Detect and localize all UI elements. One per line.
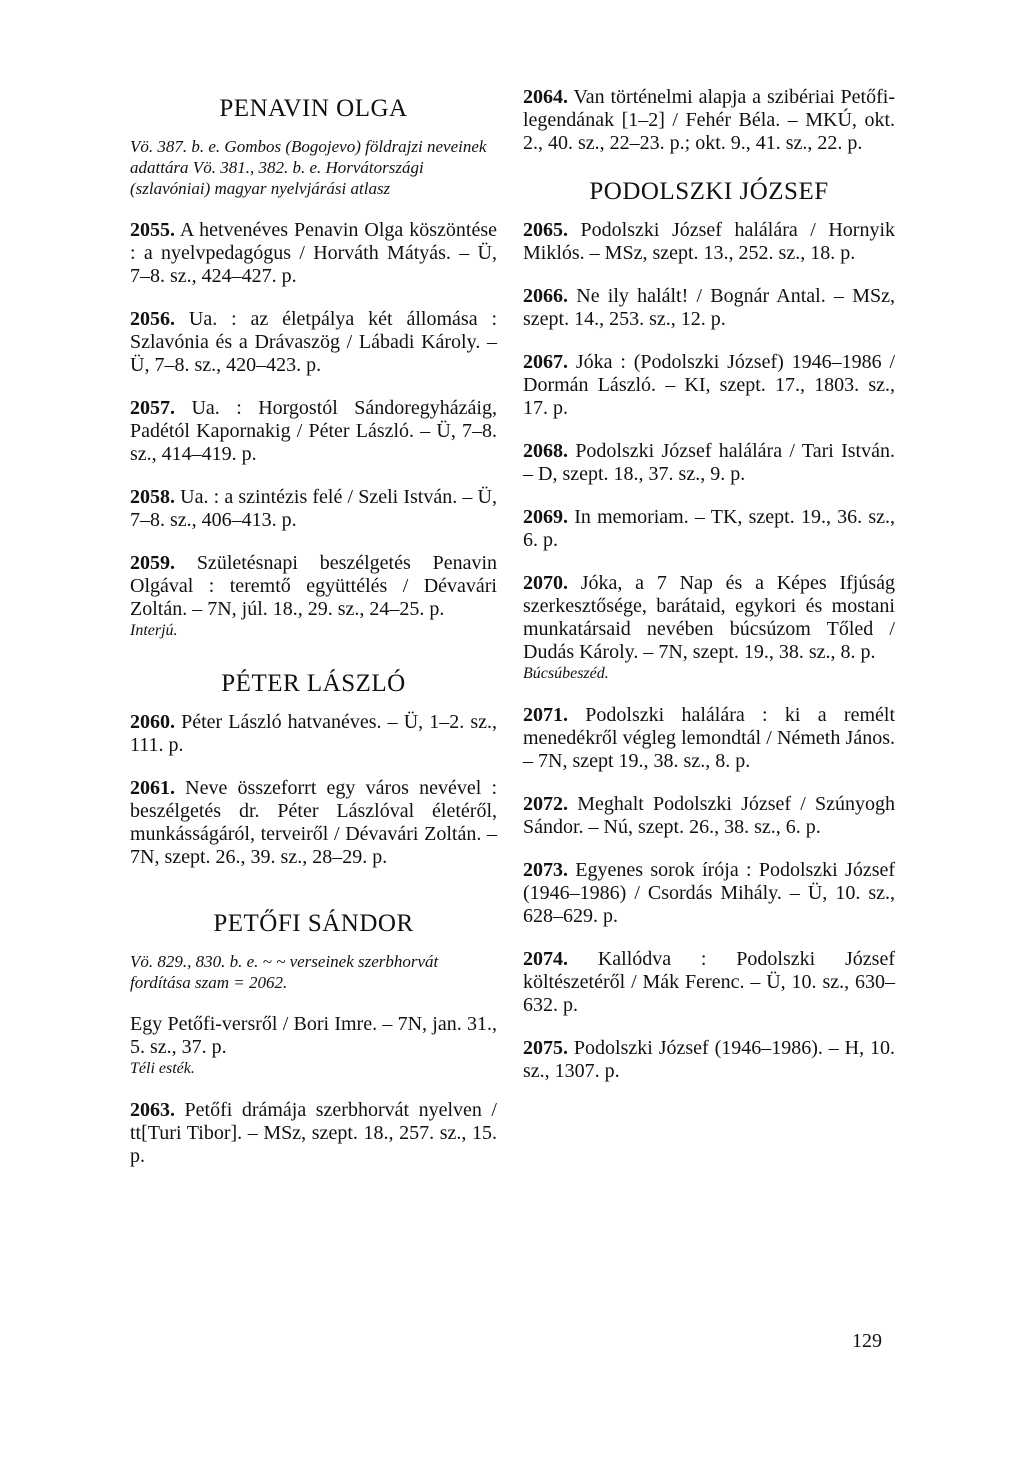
- entry-number: 2058.: [130, 486, 175, 508]
- bibliography-entry: [130, 711, 497, 757]
- entry-text: Ua. : Horgostól Sándoregyházáig, Padétól Kapornakig / Péter László. – Ü, 7–8. sz., 414–419. p.: [130, 397, 497, 465]
- entry-number: 2072.: [523, 793, 568, 815]
- entry-list-podolszki: [523, 219, 895, 1083]
- entry-number: 2064.: [523, 86, 568, 108]
- bibliography-entry: [130, 308, 497, 377]
- entry-number: 2066.: [523, 285, 568, 307]
- bibliography-entry: [523, 572, 895, 684]
- entry-text: Ua. : a szintézis felé / Szeli István. – Ü, 7–8. sz., 406–413. p.: [130, 486, 497, 531]
- bibliography-entry: [130, 777, 497, 869]
- right-column: [523, 86, 895, 1103]
- bibliography-entry: [523, 506, 895, 552]
- entry-number: 2063.: [130, 1099, 175, 1121]
- bibliography-entry: [523, 351, 895, 420]
- bibliography-entry: [523, 948, 895, 1017]
- entry-number: 2074.: [523, 948, 568, 970]
- entry-text: Neve összeforrt egy város nevével : beszélgetés dr. Péter Lászlóval életéről, munkásságáról, terveiről / Dévavári Zoltán. – 7N, szept. 26., 39. sz., 28–29. p.: [130, 777, 498, 868]
- bibliography-entry: [130, 1013, 497, 1079]
- bibliography-entry: [523, 219, 895, 265]
- entry-number: 2071.: [523, 704, 568, 726]
- entry-number: 2068.: [523, 440, 568, 462]
- entry-number: 2056.: [130, 308, 175, 330]
- left-column: [130, 86, 497, 1188]
- entry-text: Petőfi drámája szerbhorvát nyelven / tt[Turi Tibor]. – MSz, szept. 18., 257. sz., 15. p.: [130, 1099, 497, 1167]
- section-heading-peter: PÉTER LÁSZLÓ: [221, 670, 406, 697]
- entry-number: 2057.: [130, 397, 175, 419]
- entry-text: Kallódva : Podolszki József költészetéről / Mák Ferenc. – Ü, 10. sz., 630–632. p.: [523, 948, 895, 1016]
- cross-reference-petofi: Vö. 829., 830. b. e. ~ ~ verseinek szerbhorvát fordítása szam = 2062.: [130, 952, 439, 992]
- entry-annotation: Téli esték.: [130, 1060, 195, 1077]
- entry-number: 2070.: [523, 572, 568, 594]
- entry-number: 2073.: [523, 859, 568, 881]
- entry-text: Podolszki József halálára / Hornyik Miklós. – MSz, szept. 13., 252. sz., 18. p.: [523, 219, 896, 264]
- section-heading-podolszki: PODOLSZKI JÓZSEF: [589, 178, 829, 205]
- bibliography-entry: [523, 86, 895, 155]
- bibliography-entry: [130, 486, 497, 532]
- entry-text: Jóka, a 7 Nap és a Képes Ifjúság szerkesztősége, barátaid, egykori és mostani munkatársaid nevében búcsúzom Tőled / Dudás Károly. – 7N, szept. 19., 38. sz., 8. p.: [523, 572, 895, 663]
- entry-number: 2059.: [130, 552, 175, 574]
- page-number: 129: [852, 1330, 882, 1352]
- entry-number: 2065.: [523, 219, 568, 241]
- entry-text: Podolszki József (1946–1986). – H, 10. sz., 1307. p.: [523, 1037, 896, 1082]
- bibliography-entry: [130, 552, 497, 641]
- entry-text: Születésnapi beszélgetés Penavin Olgával : teremtő együttélés / Dévavári Zoltán. – 7N, júl. 18., 29. sz., 24–25. p.: [130, 552, 497, 620]
- entry-text: In memoriam. – TK, szept. 19., 36. sz., 6. p.: [523, 506, 896, 551]
- entry-list-petofi-continued: [523, 86, 895, 155]
- entry-text: Ua. : az életpálya két állomása : Szlavónia és a Drávaszög / Lábadi Károly. – Ü, 7–8. sz., 420–423. p.: [130, 308, 497, 376]
- entry-number: 2067.: [523, 351, 568, 373]
- bibliography-entry: [523, 440, 895, 486]
- bibliography-entry: [523, 704, 895, 773]
- entry-text: Jóka : (Podolszki József) 1946–1986 / Dormán László. – KI, szept. 17., 1803. sz., 17. p.: [523, 351, 895, 419]
- entry-text: Péter László hatvanéves. – Ü, 1–2. sz., 111. p.: [130, 711, 497, 756]
- entry-annotation: Interjú.: [130, 622, 178, 639]
- entry-number: 2069.: [523, 506, 568, 528]
- bibliography-entry: [130, 219, 497, 288]
- bibliography-entry: [130, 397, 497, 466]
- bibliography-entry: [523, 859, 895, 928]
- bibliography-entry: [523, 1037, 895, 1083]
- entry-number: 2060.: [130, 711, 175, 733]
- entry-text: Meghalt Podolszki József / Szúnyogh Sándor. – Nú, szept. 26., 38. sz., 6. p.: [523, 793, 895, 838]
- entry-annotation: Búcsúbeszéd.: [523, 665, 609, 682]
- section-heading-petofi: PETŐFI SÁNDOR: [213, 910, 414, 937]
- entry-text: Ne ily halált! / Bognár Antal. – MSz, szept. 14., 253. sz., 12. p.: [523, 285, 895, 330]
- entry-text: Egy Petőfi-versről / Bori Imre. – 7N, jan. 31., 5. sz., 37. p.: [130, 1013, 497, 1058]
- entry-number: 2055.: [130, 219, 175, 241]
- entry-text: Podolszki József halálára / Tari István. – D, szept. 18., 37. sz., 9. p.: [523, 440, 895, 485]
- cross-reference-penavin: Vö. 387. b. e. Gombos (Bogojevo) földrajzi neveinek adattára Vö. 381., 382. b. e. Horvátországi (szlavóniai) magyar nyelvjárási atlasz: [130, 137, 487, 198]
- entry-list-penavin: [130, 219, 497, 641]
- bibliography-entry: [130, 1099, 497, 1168]
- entry-list-petofi: [130, 1013, 497, 1168]
- entry-text: Van történelmi alapja a szibériai Petőfi-legendának [1–2] / Fehér Béla. – MKÚ, okt. 2., 40. sz., 22–23. p.; okt. 9., 41. sz., 22. p.: [523, 86, 895, 154]
- entry-number: 2061.: [130, 777, 175, 799]
- entry-text: Egyenes sorok írója : Podolszki József (1946–1986) / Csordás Mihály. – Ü, 10. sz., 628–629. p.: [523, 859, 896, 927]
- entry-text: Podolszki halálára : ki a remélt menedékről végleg lemondtál / Németh János. – 7N, szept 19., 38. sz., 8. p.: [523, 704, 895, 772]
- bibliography-entry: [523, 285, 895, 331]
- bibliography-entry: [523, 793, 895, 839]
- section-heading-penavin: PENAVIN OLGA: [219, 95, 408, 122]
- entry-number: 2075.: [523, 1037, 568, 1059]
- entry-list-peter: [130, 711, 497, 869]
- entry-text: A hetvenéves Penavin Olga köszöntése : a nyelvpedagógus / Horváth Mátyás. – Ü, 7–8. sz., 424–427. p.: [130, 219, 497, 287]
